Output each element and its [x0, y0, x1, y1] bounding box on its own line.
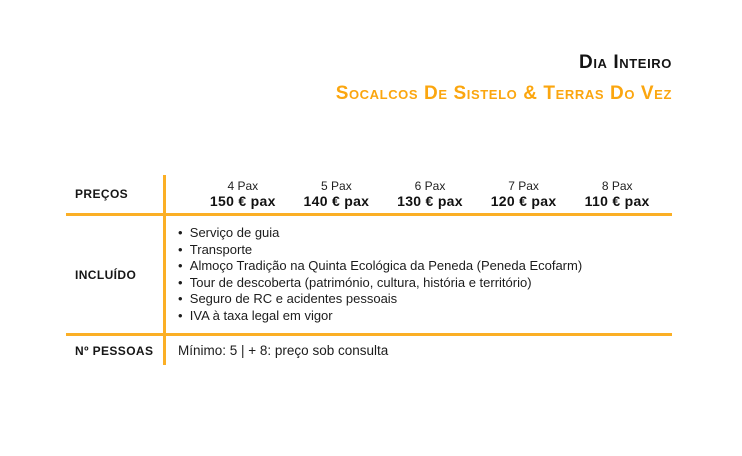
pax-count: 6 Pax [414, 178, 446, 193]
price-column [383, 179, 477, 210]
pax-count: 7 Pax [508, 178, 539, 193]
page-title: Dia Inteiro [579, 52, 672, 73]
people-row-label: Nº PESSOAS [75, 343, 154, 358]
included-item: • IVA à taxa legal em vigor [178, 308, 672, 325]
price-column [290, 179, 384, 210]
price-value: 140 € pax [303, 192, 370, 209]
prices-row-label: PREÇOS [75, 187, 129, 201]
page-subtitle: Socalcos De Sistelo & Terras Do Vez [335, 83, 672, 104]
included-item: • Transporte [178, 242, 672, 259]
included-item: • Tour de descoberta (património, cultura, história e território) [178, 275, 672, 292]
pax-count: 4 Pax [227, 178, 259, 193]
included-row-label: INCLUÍDO [75, 267, 137, 282]
included-list [178, 225, 672, 324]
included-row [66, 216, 672, 333]
included-item: • Serviço de guia [178, 225, 672, 242]
pricing-table [66, 175, 672, 365]
people-value: Mínimo: 5 | + 8: preço sob consulta [163, 336, 672, 365]
included-list-cell [163, 216, 672, 333]
prices-row [66, 175, 672, 213]
price-value: 130 € pax [397, 192, 463, 209]
price-value: 110 € pax [584, 192, 650, 209]
pax-count: 8 Pax [601, 178, 633, 193]
included-item: • Almoço Tradição na Quinta Ecológica da Peneda (Peneda Ecofarm) [178, 258, 672, 275]
price-value: 120 € pax [490, 192, 557, 209]
price-column [196, 179, 290, 210]
pax-count: 5 Pax [321, 178, 352, 193]
people-row [66, 336, 672, 365]
price-columns [163, 175, 672, 213]
price-column [570, 179, 664, 210]
header [336, 52, 672, 105]
price-column [477, 179, 571, 210]
price-value: 150 € pax [209, 192, 276, 209]
included-item: • Seguro de RC e acidentes pessoais [178, 291, 672, 308]
